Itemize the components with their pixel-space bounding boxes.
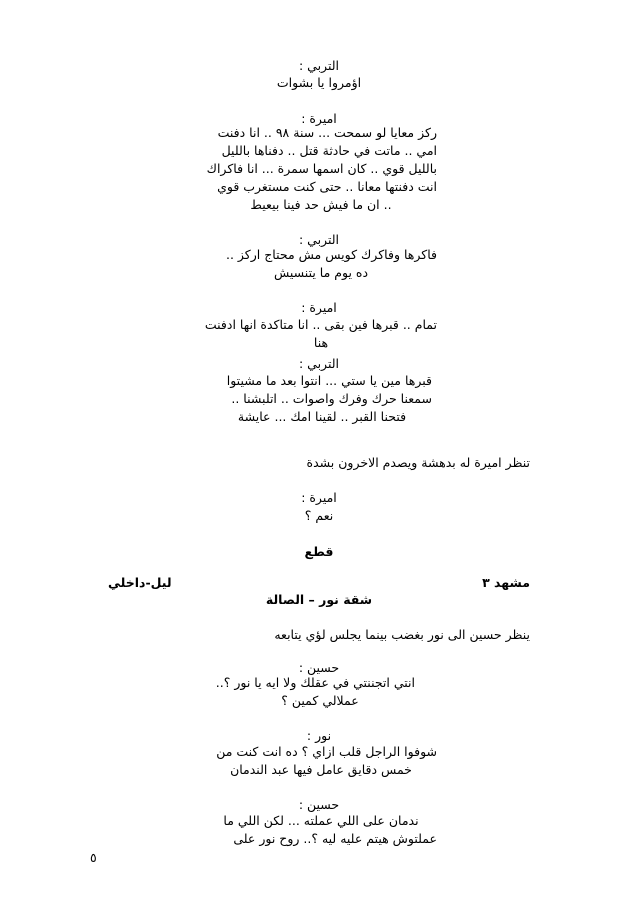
- dialogue-line: ندمان على اللي عملته ... لكن اللي ما: [223, 813, 419, 828]
- dialogue-block: [212, 372, 432, 426]
- dialogue-block: [215, 674, 415, 710]
- dialogue-line: خمس دقايق عامل فيها عبد الندمان: [230, 762, 412, 777]
- dialogue-line: عملتوش هيتم عليه ليه ؟.. روح نور على: [233, 831, 437, 846]
- dialogue-line: تمام .. قبرها فين بقى .. انا متاكدة انها ادفنت: [204, 317, 437, 332]
- scene-time-place: ليل-داخلي: [108, 575, 172, 590]
- dialogue-line: نعم ؟: [304, 508, 334, 523]
- scene-location: شقة نور – الصالة: [265, 592, 373, 607]
- dialogue-block: [205, 812, 437, 848]
- dialogue-line: هنا: [313, 335, 329, 350]
- action-line: تنظر اميرة له بدهشة ويصدم الاخرون بشدة: [306, 455, 530, 470]
- action-line: ينظر حسين الى نور بغضب بينما يجلس لؤي يتابعه: [274, 627, 530, 642]
- speaker-name: التربي :: [298, 232, 340, 247]
- speaker-name: التربي :: [298, 58, 340, 73]
- dialogue-line: عملالي كمين ؟: [281, 693, 359, 708]
- speaker-name: حسين :: [298, 660, 340, 675]
- cut-transition: قطع: [304, 544, 334, 559]
- dialogue-line: انتي اتجننتي في عقلك ولا ايه يا نور ؟..: [215, 675, 415, 690]
- dialogue-line: .. ان ما فيش حد فينا بيعيط: [250, 197, 392, 212]
- dialogue-block: [205, 124, 437, 214]
- dialogue-line: ركز معايا لو سمحت ... سنة ٩٨ .. انا دفنت: [217, 125, 437, 140]
- dialogue-line: فاكرها وفاكرك كويس مش محتاج اركز ..: [225, 247, 437, 262]
- speaker-name: نور :: [306, 728, 332, 743]
- dialogue-block: [205, 316, 437, 352]
- dialogue-line: امي .. ماتت في حادثة قتل .. دفناها بالليل: [221, 143, 437, 158]
- dialogue-line: انت دفنتها معانا .. حتى كنت مستغرب قوي: [217, 179, 437, 194]
- dialogue-line: قبرها مين يا ستي ... انتوا بعد ما مشيتوا: [226, 373, 432, 388]
- page-number: ٥: [90, 850, 97, 865]
- dialogue-line: سمعنا حرك وفرك واصوات .. اتلبشنا ..: [231, 391, 432, 406]
- speaker-name: اميرة :: [301, 490, 337, 505]
- scene-number: مشهد ٣: [482, 575, 530, 590]
- speaker-name: التربي :: [298, 356, 340, 371]
- dialogue-line: اؤمروا يا بشوات: [276, 75, 362, 90]
- dialogue-line: فتحنا القبر .. لقينا امك ... عايشة: [237, 409, 407, 424]
- dialogue-block: [205, 246, 437, 282]
- dialogue-line: شوفوا الراجل قلب ازاي ؟ ده انت كنت من: [216, 744, 437, 759]
- dialogue-line: ده يوم ما يتنسيش: [273, 265, 369, 280]
- speaker-name: اميرة :: [301, 300, 337, 315]
- speaker-name: اميرة :: [301, 111, 337, 126]
- speaker-name: حسين :: [298, 797, 340, 812]
- dialogue-line: بالليل قوي .. كان اسمها سمرة ... انا فاكراك: [206, 161, 437, 176]
- dialogue-block: [205, 743, 437, 779]
